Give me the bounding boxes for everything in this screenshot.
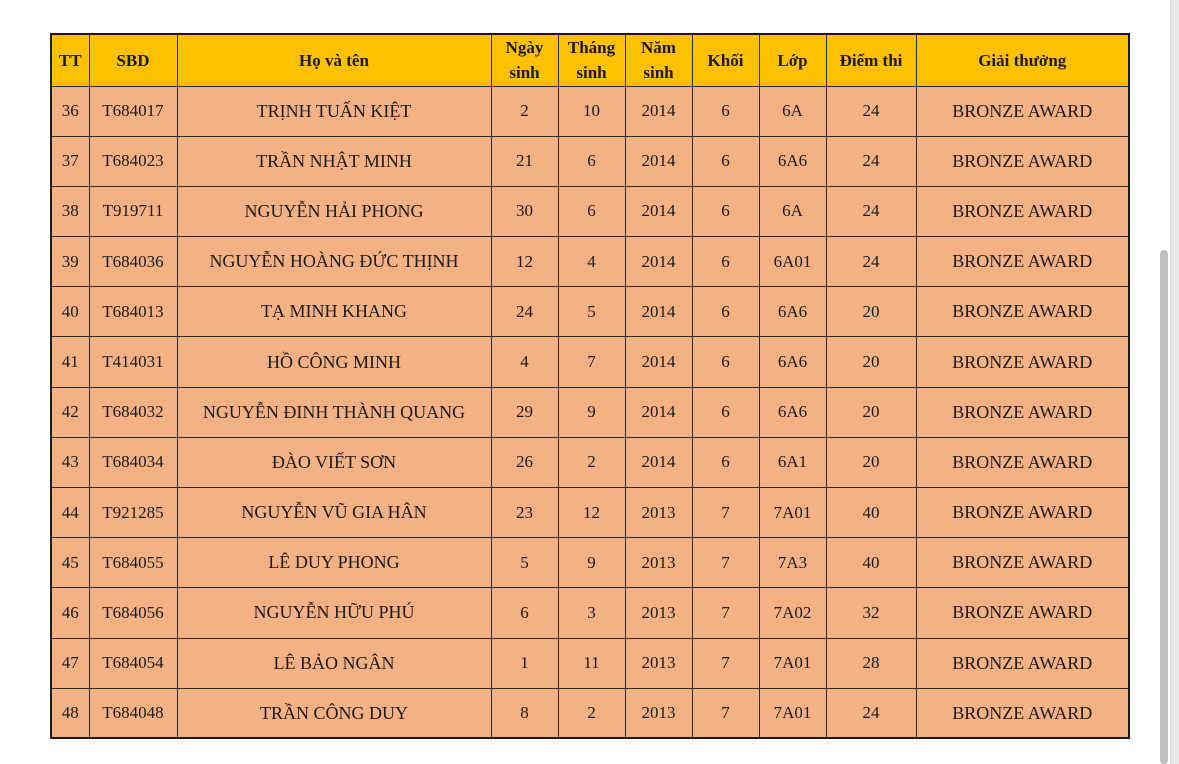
table-row (51, 488, 1129, 538)
cell-tt: 39 (51, 237, 89, 287)
cell-grade: 6 (692, 287, 759, 337)
cell-score: 20 (826, 437, 916, 487)
cell-year: 2014 (625, 437, 692, 487)
cell-year: 2013 (625, 488, 692, 538)
cell-score: 20 (826, 387, 916, 437)
cell-award: BRONZE AWARD (916, 588, 1129, 638)
awards-table (50, 33, 1130, 739)
cell-month: 10 (558, 86, 625, 136)
header-month (558, 34, 625, 86)
header-month-line1: Tháng (567, 38, 616, 58)
cell-name: TẠ MINH KHANG (177, 287, 491, 337)
cell-month: 2 (558, 688, 625, 738)
cell-grade: 7 (692, 688, 759, 738)
table-row (51, 237, 1129, 287)
header-award: Giải thưởng (916, 34, 1129, 86)
cell-grade: 7 (692, 638, 759, 688)
cell-tt: 43 (51, 437, 89, 487)
cell-year: 2013 (625, 638, 692, 688)
cell-day: 5 (491, 538, 558, 588)
cell-month: 3 (558, 588, 625, 638)
cell-tt: 38 (51, 186, 89, 236)
cell-award: BRONZE AWARD (916, 136, 1129, 186)
header-day-line1: Ngày (505, 38, 544, 58)
cell-day: 6 (491, 588, 558, 638)
cell-name: NGUYỄN VŨ GIA HÂN (177, 488, 491, 538)
cell-score: 40 (826, 538, 916, 588)
table-row (51, 437, 1129, 487)
cell-sbd: T684056 (89, 588, 177, 638)
cell-day: 24 (491, 287, 558, 337)
cell-award: BRONZE AWARD (916, 186, 1129, 236)
table-row (51, 588, 1129, 638)
cell-month: 2 (558, 437, 625, 487)
header-score: Điểm thi (826, 34, 916, 86)
cell-grade: 7 (692, 588, 759, 638)
cell-award: BRONZE AWARD (916, 538, 1129, 588)
table-row (51, 186, 1129, 236)
header-year-line2: sinh (643, 63, 674, 83)
cell-class: 6A6 (759, 387, 826, 437)
cell-tt: 48 (51, 688, 89, 738)
cell-class: 7A02 (759, 588, 826, 638)
cell-day: 4 (491, 337, 558, 387)
cell-grade: 6 (692, 186, 759, 236)
cell-day: 21 (491, 136, 558, 186)
cell-name: TRẦN CÔNG DUY (177, 688, 491, 738)
cell-tt: 37 (51, 136, 89, 186)
table-row (51, 688, 1129, 738)
cell-sbd: T684055 (89, 538, 177, 588)
header-grade: Khối (692, 34, 759, 86)
cell-day: 26 (491, 437, 558, 487)
cell-tt: 42 (51, 387, 89, 437)
cell-class: 6A01 (759, 237, 826, 287)
cell-name: TRẦN NHẬT MINH (177, 136, 491, 186)
cell-score: 24 (826, 688, 916, 738)
cell-sbd: T921285 (89, 488, 177, 538)
cell-month: 5 (558, 287, 625, 337)
cell-day: 12 (491, 237, 558, 287)
cell-year: 2013 (625, 588, 692, 638)
cell-score: 32 (826, 588, 916, 638)
header-day (491, 34, 558, 86)
cell-year: 2014 (625, 237, 692, 287)
header-day-line2: sinh (509, 63, 540, 83)
cell-grade: 6 (692, 136, 759, 186)
table-row (51, 287, 1129, 337)
header-name: Họ và tên (177, 34, 491, 86)
cell-day: 23 (491, 488, 558, 538)
cell-grade: 6 (692, 337, 759, 387)
cell-name: NGUYỄN HOÀNG ĐỨC THỊNH (177, 237, 491, 287)
cell-day: 2 (491, 86, 558, 136)
cell-tt: 47 (51, 638, 89, 688)
cell-score: 24 (826, 237, 916, 287)
cell-award: BRONZE AWARD (916, 337, 1129, 387)
cell-name: NGUYỄN ĐINH THÀNH QUANG (177, 387, 491, 437)
cell-day: 30 (491, 186, 558, 236)
cell-grade: 6 (692, 437, 759, 487)
cell-class: 6A6 (759, 337, 826, 387)
cell-tt: 40 (51, 287, 89, 337)
cell-year: 2014 (625, 287, 692, 337)
vertical-scrollbar[interactable] (1160, 250, 1168, 764)
cell-sbd: T684034 (89, 437, 177, 487)
cell-month: 4 (558, 237, 625, 287)
cell-sbd: T684054 (89, 638, 177, 688)
cell-award: BRONZE AWARD (916, 437, 1129, 487)
table-row (51, 86, 1129, 136)
cell-award: BRONZE AWARD (916, 688, 1129, 738)
cell-year: 2014 (625, 86, 692, 136)
cell-tt: 46 (51, 588, 89, 638)
cell-sbd: T684017 (89, 86, 177, 136)
cell-tt: 45 (51, 538, 89, 588)
cell-sbd: T684036 (89, 237, 177, 287)
cell-month: 12 (558, 488, 625, 538)
header-year (625, 34, 692, 86)
cell-name: LÊ DUY PHONG (177, 538, 491, 588)
cell-award: BRONZE AWARD (916, 287, 1129, 337)
cell-tt: 41 (51, 337, 89, 387)
cell-sbd: T414031 (89, 337, 177, 387)
cell-score: 20 (826, 287, 916, 337)
cell-grade: 7 (692, 488, 759, 538)
cell-score: 24 (826, 86, 916, 136)
cell-sbd: T684032 (89, 387, 177, 437)
cell-year: 2014 (625, 387, 692, 437)
table-body (51, 86, 1129, 738)
cell-award: BRONZE AWARD (916, 237, 1129, 287)
table-row (51, 387, 1129, 437)
cell-class: 7A01 (759, 688, 826, 738)
cell-award: BRONZE AWARD (916, 86, 1129, 136)
cell-class: 7A01 (759, 638, 826, 688)
cell-name: ĐÀO VIẾT SƠN (177, 437, 491, 487)
cell-score: 28 (826, 638, 916, 688)
cell-class: 6A6 (759, 287, 826, 337)
table-row (51, 638, 1129, 688)
cell-sbd: T684013 (89, 287, 177, 337)
cell-day: 8 (491, 688, 558, 738)
cell-year: 2013 (625, 688, 692, 738)
cell-day: 29 (491, 387, 558, 437)
cell-class: 7A3 (759, 538, 826, 588)
cell-month: 11 (558, 638, 625, 688)
cell-sbd: T684023 (89, 136, 177, 186)
cell-class: 6A6 (759, 136, 826, 186)
header-row (51, 34, 1129, 86)
cell-year: 2014 (625, 186, 692, 236)
cell-class: 6A1 (759, 437, 826, 487)
cell-class: 6A (759, 86, 826, 136)
cell-sbd: T919711 (89, 186, 177, 236)
page-edge (1170, 0, 1179, 764)
cell-year: 2014 (625, 337, 692, 387)
cell-name: HỒ CÔNG MINH (177, 337, 491, 387)
cell-name: TRỊNH TUẤN KIỆT (177, 86, 491, 136)
cell-score: 24 (826, 136, 916, 186)
cell-month: 9 (558, 538, 625, 588)
cell-class: 7A01 (759, 488, 826, 538)
cell-grade: 6 (692, 237, 759, 287)
table-row (51, 538, 1129, 588)
header-sbd: SBD (89, 34, 177, 86)
table-row (51, 136, 1129, 186)
cell-award: BRONZE AWARD (916, 387, 1129, 437)
header-tt: TT (51, 34, 89, 86)
header-year-line1: Năm (641, 38, 676, 58)
header-month-line2: sinh (576, 63, 607, 83)
cell-year: 2013 (625, 538, 692, 588)
cell-year: 2014 (625, 136, 692, 186)
cell-score: 24 (826, 186, 916, 236)
cell-score: 40 (826, 488, 916, 538)
cell-class: 6A (759, 186, 826, 236)
cell-month: 9 (558, 387, 625, 437)
cell-name: LÊ BẢO NGÂN (177, 638, 491, 688)
cell-month: 7 (558, 337, 625, 387)
cell-name: NGUYỄN HẢI PHONG (177, 186, 491, 236)
cell-sbd: T684048 (89, 688, 177, 738)
cell-month: 6 (558, 136, 625, 186)
header-class: Lớp (759, 34, 826, 86)
cell-award: BRONZE AWARD (916, 638, 1129, 688)
cell-score: 20 (826, 337, 916, 387)
cell-grade: 6 (692, 387, 759, 437)
cell-tt: 44 (51, 488, 89, 538)
cell-day: 1 (491, 638, 558, 688)
cell-grade: 7 (692, 538, 759, 588)
cell-month: 6 (558, 186, 625, 236)
cell-tt: 36 (51, 86, 89, 136)
cell-award: BRONZE AWARD (916, 488, 1129, 538)
cell-name: NGUYỄN HỮU PHÚ (177, 588, 491, 638)
table-row (51, 337, 1129, 387)
cell-grade: 6 (692, 86, 759, 136)
